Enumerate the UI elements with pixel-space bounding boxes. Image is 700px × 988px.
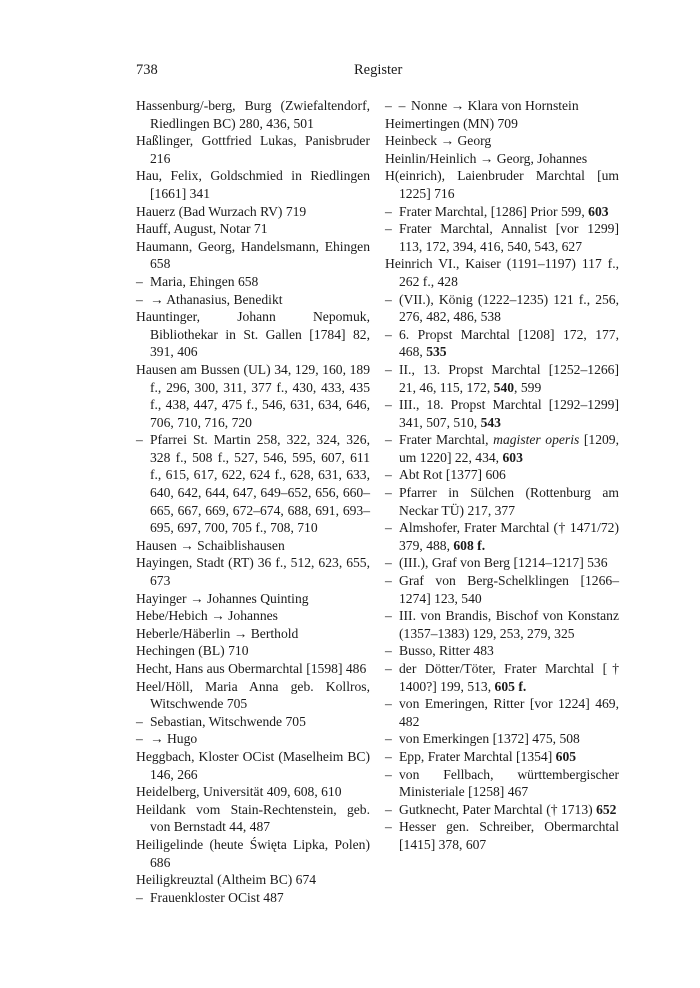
index-entry: Heinlin/Heinlich → Georg, Johannes bbox=[385, 150, 588, 166]
index-entry: Haumann, Georg, Handelsmann, Ehingen 658 bbox=[136, 238, 370, 272]
index-entry: Hayinger → Johannes Quinting bbox=[136, 590, 309, 606]
index-entry: Hauntinger, Johann Nepomuk, Bibliothekar in St. Gallen [1784] 82, 391, 406 bbox=[136, 309, 370, 360]
index-entry: – → Hugo bbox=[136, 730, 370, 748]
index-entry: Heildank vom Stain-Rechtenstein, geb. von Bernstadt 44, 487 bbox=[136, 801, 370, 835]
index-entry: – Frater Marchtal, magister operis [1209, um 1220] 22, 434, 603 bbox=[385, 431, 619, 466]
index-entry: – Frater Marchtal, [1286] Prior 599, 603 bbox=[385, 203, 619, 221]
index-entry: Haßlinger, Gottfried Lukas, Panisbruder 216 bbox=[136, 133, 370, 166]
index-column-left bbox=[136, 97, 370, 906]
index-entry: Heberle/Häberlin → Berthold bbox=[136, 625, 299, 641]
index-entry: – III. von Brandis, Bischof von Konstanz (1357–1383) 129, 253, 279, 325 bbox=[385, 607, 619, 642]
index-entry: – Epp, Frater Marchtal [1354] 605 bbox=[385, 748, 619, 766]
index-entry: – Pfarrei St. Martin 258, 322, 324, 326, 328 f., 508 f., 527, 546, 595, 607, 611 f., 615, 617, 622, 624 f., 628, 631, 633, 640, 642, 644, 647, 649–652, 656, 660–665, 667, 669, 672–674, 688, 691, 693–695, 697, 700, 705 f., 708, 710 bbox=[136, 431, 370, 537]
index-entry: Heggbach, Kloster OCist (Maselheim BC) 146, 266 bbox=[136, 748, 370, 782]
index-entry: Hayingen, Stadt (RT) 36 f., 512, 623, 655, 673 bbox=[136, 555, 370, 589]
index-entry: – Graf von Berg-Schelklingen [1266–1274] 123, 540 bbox=[385, 572, 619, 607]
index-entry: – von Emeringen, Ritter [vor 1224] 469, 482 bbox=[385, 695, 619, 730]
index-entry: – III., 18. Propst Marchtal [1292–1299] 341, 507, 510, 543 bbox=[385, 396, 619, 431]
index-entry: – Gutknecht, Pater Marchtal († 1713) 652 bbox=[385, 801, 619, 819]
index-entry: – Sebastian, Witschwende 705 bbox=[136, 713, 370, 731]
index-entry: – von Fellbach, württembergischer Ministeriale [1258] 467 bbox=[385, 766, 619, 801]
index-entry: – (VII.), König (1222–1235) 121 f., 256, 276, 482, 486, 538 bbox=[385, 291, 619, 326]
index-entry: – → Athanasius, Benedikt bbox=[136, 291, 370, 309]
index-entry: – – Nonne → Klara von Hornstein bbox=[385, 97, 619, 115]
index-entry: Hebe/Hebich → Johannes bbox=[136, 608, 278, 624]
index-entry: Heiligkreuztal (Altheim BC) 674 bbox=[136, 872, 317, 888]
index-entry: Heiligelinde (heute Święta Lipka, Polen) 686 bbox=[136, 836, 370, 870]
index-entry: – II., 13. Propst Marchtal [1252–1266] 21, 46, 115, 172, 540, 599 bbox=[385, 361, 619, 396]
index-entry: – Frauenkloster OCist 487 bbox=[136, 889, 370, 907]
index-entry: – der Dötter/Töter, Frater Marchtal [† 1400?] 199, 513, 605 f. bbox=[385, 660, 619, 695]
index-entry: Hauerz (Bad Wurzach RV) 719 bbox=[136, 203, 307, 219]
index-column-right bbox=[385, 97, 619, 854]
index-entry: – Hesser gen. Schreiber, Obermarchtal [1415] 378, 607 bbox=[385, 818, 619, 853]
index-entry: – 6. Propst Marchtal [1208] 172, 177, 468, 535 bbox=[385, 326, 619, 361]
index-entry: Heinbeck → Georg bbox=[385, 133, 492, 149]
index-entry: H(einrich), Laienbruder Marchtal [um 1225] 716 bbox=[385, 168, 619, 201]
index-entry: – Busso, Ritter 483 bbox=[385, 642, 619, 660]
index-entry: Hau, Felix, Goldschmied in Riedlingen [1661] 341 bbox=[136, 168, 370, 201]
running-head: Register bbox=[354, 62, 403, 78]
index-entry: Heimertingen (MN) 709 bbox=[385, 115, 518, 131]
index-entry: – Maria, Ehingen 658 bbox=[136, 273, 370, 291]
index-entry: Hechingen (BL) 710 bbox=[136, 643, 249, 659]
index-entry: Hausen am Bussen (UL) 34, 129, 160, 189 f., 296, 300, 311, 377 f., 430, 433, 435 f., 438, 447, 475 f., 546, 631, 634, 646, 706, 710, 716, 720 bbox=[136, 361, 370, 430]
index-entry: – Almshofer, Frater Marchtal († 1471/72) 379, 488, 608 f. bbox=[385, 519, 619, 554]
index-entry: Heinrich VI., Kaiser (1191–1197) 117 f., 262 f., 428 bbox=[385, 256, 619, 289]
index-entry: Hausen → Schaiblishausen bbox=[136, 537, 285, 553]
index-entry: – Pfarrer in Sülchen (Rottenburg am Neckar TÜ) 217, 377 bbox=[385, 484, 619, 519]
index-entry: Hecht, Hans aus Obermarchtal [1598] 486 bbox=[136, 661, 367, 676]
index-entry: – Abt Rot [1377] 606 bbox=[385, 466, 619, 484]
index-entry: – (III.), Graf von Berg [1214–1217] 536 bbox=[385, 554, 619, 572]
index-entry: Heidelberg, Universität 409, 608, 610 bbox=[136, 784, 342, 800]
index-entry: Hassenburg/-berg, Burg (Zwiefaltendorf, Riedlingen BC) 280, 436, 501 bbox=[136, 98, 370, 131]
index-entry: Hauff, August, Notar 71 bbox=[136, 221, 268, 237]
page-number: 738 bbox=[136, 62, 158, 78]
index-entry: Heel/Höll, Maria Anna geb. Kollros, Witschwende 705 bbox=[136, 678, 370, 712]
index-entry: – Frater Marchtal, Annalist [vor 1299] 113, 172, 394, 416, 540, 543, 627 bbox=[385, 220, 619, 255]
index-entry: – von Emerkingen [1372] 475, 508 bbox=[385, 730, 619, 748]
